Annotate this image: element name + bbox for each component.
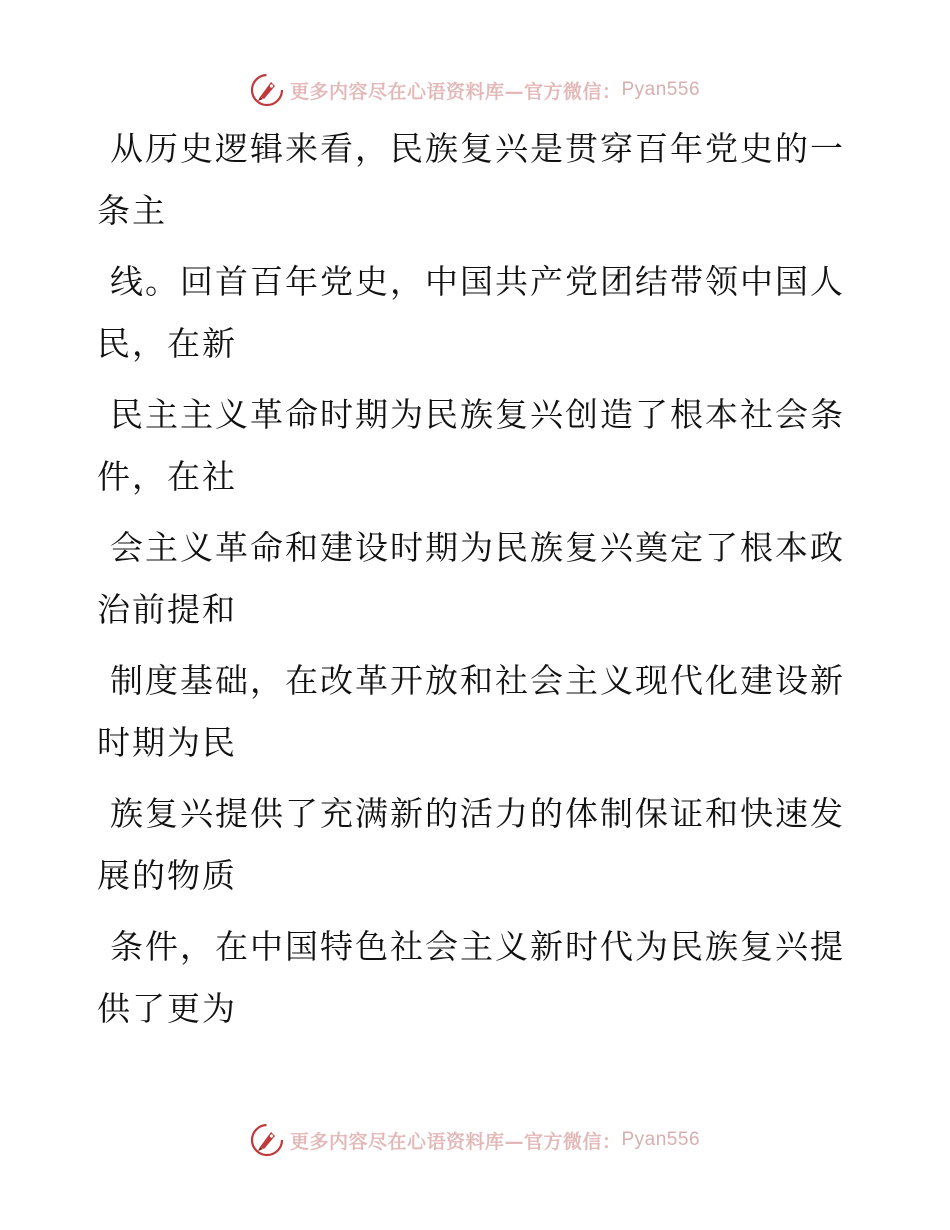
paragraph	[97, 118, 845, 242]
text-line: 时期为民	[97, 723, 237, 762]
text-line: 从历史逻辑来看，民族复兴是贯穿百年党史的一	[110, 129, 845, 168]
paragraph	[97, 916, 845, 1040]
text-line: 条主	[97, 191, 167, 230]
footer-brand-text: 更多内容尽在心语资料库—官方微信：	[289, 1130, 622, 1153]
text-line: 民主主义革命时期为民族复兴创造了根本社会条	[110, 395, 845, 434]
header-brand-text: 更多内容尽在心语资料库—官方微信：	[289, 80, 622, 103]
pen-nib-logo-icon	[250, 1123, 284, 1157]
footer-wechat-id: Pyan556	[621, 1129, 701, 1150]
paragraph	[97, 384, 845, 508]
text-line: 线。回首百年党史，中国共产党团结带领中国人	[110, 262, 845, 301]
text-line: 族复兴提供了充满新的活力的体制保证和快速发	[110, 794, 845, 833]
body-text	[97, 118, 845, 1049]
pen-nib-logo-icon	[250, 73, 284, 107]
text-line: 民，在新	[97, 324, 237, 363]
paragraph	[97, 251, 845, 375]
text-line: 会主义革命和建设时期为民族复兴奠定了根本政	[110, 528, 845, 567]
header-wechat-id: Pyan556	[621, 79, 701, 100]
text-line: 制度基础，在改革开放和社会主义现代化建设新	[110, 661, 845, 700]
paragraph	[97, 783, 845, 907]
header-banner	[0, 68, 950, 112]
text-line: 条件，在中国特色社会主义新时代为民族复兴提	[110, 927, 845, 966]
text-line: 展的物质	[97, 856, 237, 895]
text-line: 治前提和	[97, 590, 237, 629]
text-line: 件，在社	[97, 457, 237, 496]
text-line: 供了更为	[97, 989, 237, 1028]
paragraph	[97, 650, 845, 774]
footer-banner	[0, 1118, 950, 1162]
paragraph	[97, 517, 845, 641]
